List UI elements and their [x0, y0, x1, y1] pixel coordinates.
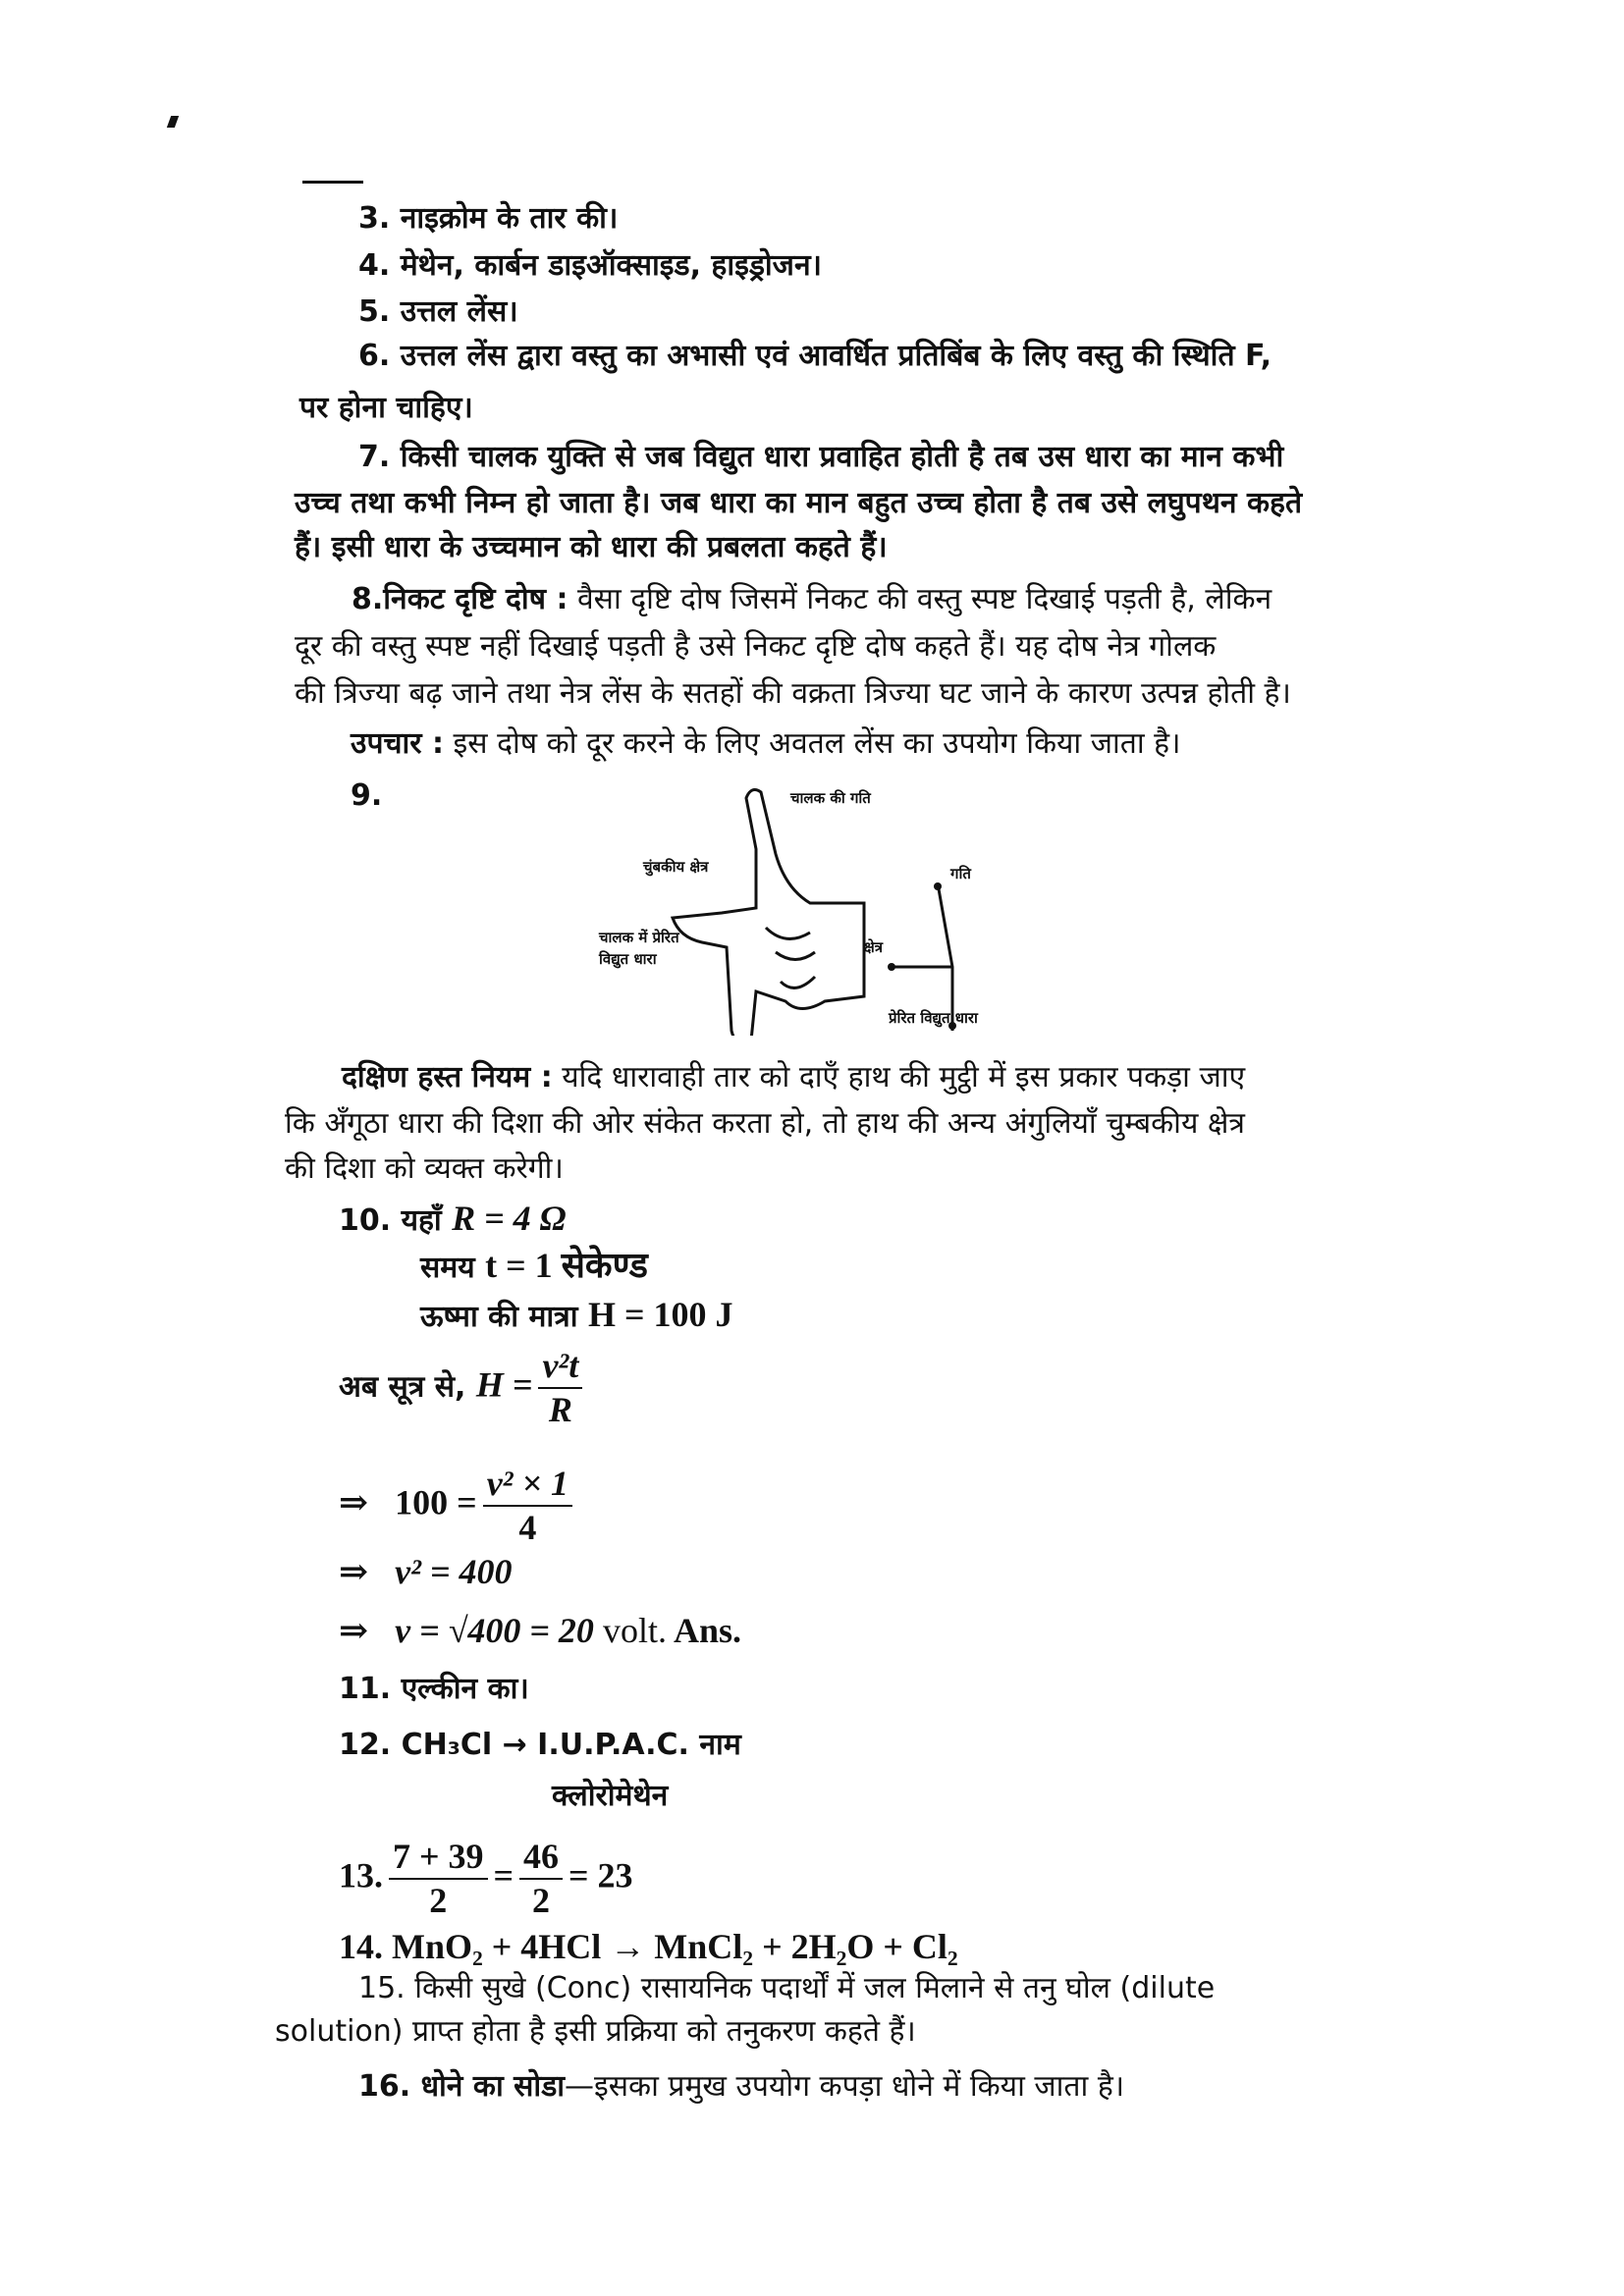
answer-16-heading: 16. धोने का सोडा: [358, 2069, 566, 2104]
arrow-head-field: [888, 963, 895, 971]
step-1: [339, 1463, 578, 1549]
answer-8-treatment: [351, 726, 1180, 762]
numerator: v² × 1: [483, 1463, 572, 1507]
implies-arrow: ⇒: [339, 1611, 369, 1650]
heat-line: [420, 1294, 732, 1336]
formula-label: अब सूत्र से,: [339, 1369, 466, 1405]
time-label: समय: [420, 1251, 475, 1285]
denominator: 4: [518, 1508, 537, 1548]
answer-12: 12. CH₃Cl → I.U.P.A.C. नाम: [339, 1728, 741, 1762]
label-motion: गति: [950, 865, 971, 882]
answer-7-cont2: हैं। इसी धारा के उच्चमान को धारा की प्रबलता कहते हैं।: [295, 530, 888, 564]
answer-8-cont2: की त्रिज्या बढ़ जाने तथा नेत्र लेंस के सतहों की वक्रता त्रिज्या घट जाने के कारण उत्पन्न होती है।: [295, 676, 1291, 711]
heat-label: ऊष्मा की मात्रा: [420, 1300, 578, 1334]
numerator: v²t: [538, 1345, 582, 1389]
denominator: 2: [429, 1881, 448, 1921]
rule-heading: दक्षिण हस्त नियम :: [342, 1060, 553, 1095]
answer-8: [352, 582, 1272, 617]
answer-13: 13. $\frac{7 + 39}{2}$ = $\frac{46}{2}$ = 23: [339, 1836, 633, 1922]
answer-7-cont: उच्च तथा कभी निम्न हो जाता है। जब धारा का मान बहुत उच्च होता है तब उसे लघुपथन कहते: [295, 486, 1303, 520]
scan-mark: [167, 116, 179, 128]
answer-8-cont: दूर की वस्तु स्पष्ट नहीं दिखाई पड़ती है उसे निकट दृष्टि दोष कहते हैं। यह दोष नेत्र गोलक: [295, 629, 1217, 664]
flemings-right-hand-figure: [589, 780, 1041, 1036]
answer-3: 3. नाइक्रोम के तार की।: [358, 201, 619, 236]
denominator: 2: [532, 1881, 551, 1921]
implies-arrow: ⇒: [339, 1482, 369, 1522]
answer-6: 6. उत्तल लेंस द्वारा वस्तु का अभासी एवं आवर्धित प्रतिबिंब के लिए वस्तु की स्थिति F,: [358, 339, 1272, 373]
formula-lhs: H =: [475, 1364, 533, 1405]
arrow-head-motion: [934, 882, 942, 890]
answer-9: 9.: [351, 778, 383, 813]
answer-15-cont: solution) प्राप्त होता है इसी प्रक्रिया को तनुकरण कहते हैं।: [275, 2014, 916, 2049]
label-magnetic-field: चुंबकीय क्षेत्र: [643, 858, 709, 876]
implies-arrow: ⇒: [339, 1552, 369, 1591]
numerator: 7 + 39: [389, 1836, 488, 1880]
step2-value: v² = 400: [395, 1552, 513, 1591]
divider: [302, 181, 363, 184]
fraction-1: [389, 1836, 488, 1922]
hand-drawing: [589, 780, 1041, 1036]
answer-14: 14. MnO₂ + 4HCl → MnCl₂ + 2H₂O + Cl₂: [339, 1927, 958, 1966]
answer-8-heading: 8.निकट दृष्टि दोष :: [352, 582, 568, 616]
answer-16: [358, 2069, 1124, 2105]
time-value: t = 1 सेकेण्ड: [485, 1246, 648, 1285]
resistance-value: R = 4 Ω: [452, 1199, 567, 1238]
label-conductor-motion: चालक की गति: [790, 789, 871, 807]
answer-4: 4. मेथेन, कार्बन डाइऑक्साइड, हाइड्रोजन।: [358, 248, 822, 283]
answer-12-name: क्लोरोमेथेन: [552, 1779, 669, 1813]
denominator: R: [548, 1390, 572, 1430]
ans: Ans.: [673, 1611, 741, 1650]
answer-10-label: 10. यहाँ: [339, 1203, 442, 1238]
answer-7: 7. किसी चालक युक्ति से जब विद्युत धारा प्रवाहित होती है तब उस धारा का मान कभी: [358, 440, 1284, 474]
answer-16-text: —इसका प्रमुख उपयोग कपड़ा धोने में किया जाता है।: [565, 2069, 1125, 2104]
step1-fraction: [483, 1463, 572, 1549]
treatment-heading: उपचार :: [351, 726, 445, 761]
step-2: [339, 1551, 512, 1593]
rule-text: यदि धारावाही तार को दाएँ हाथ की मुट्ठी में इस प्रकार पकड़ा जाए: [552, 1060, 1246, 1095]
step1-lhs: 100 =: [395, 1482, 477, 1522]
answer-8-text: वैसा दृष्टि दोष जिसमें निकट की वस्तु स्पष्ट दिखाई पड़ती है, लेकिन: [568, 582, 1272, 616]
answer-15: 15. किसी सुखे (Conc) रासायनिक पदार्थों में जल मिलाने से तनु घोल (dilute: [358, 1971, 1216, 2005]
answer-6-cont: पर होना चाहिए।: [299, 391, 473, 425]
numerator: 46: [519, 1836, 563, 1880]
answer-13-label: 13.: [339, 1855, 383, 1896]
rule-cont: कि अँगूठा धारा की दिशा की ओर संकेत करता हो, तो हाथ की अन्य अंगुलियाँ चुम्बकीय क्षेत्र: [285, 1106, 1245, 1141]
label-induced-current-a: चालक में प्रेरित: [599, 929, 679, 946]
step-3: [339, 1610, 741, 1652]
answer-5: 5. उत्तल लेंस।: [358, 294, 518, 329]
treatment-text: इस दोष को दूर करने के लिए अवतल लेंस का उपयोग किया जाता है।: [444, 726, 1181, 761]
label-field: क्षेत्र: [864, 938, 884, 956]
unit: volt.: [602, 1611, 667, 1650]
fraction-2: [519, 1836, 563, 1922]
label-induced-current: प्रेरित विद्युत धारा: [889, 1009, 978, 1027]
answer-10: [339, 1198, 567, 1240]
rule-cont2: की दिशा को व्यक्त करेगी।: [285, 1151, 564, 1186]
formula-line: [339, 1345, 588, 1431]
time-line: [420, 1245, 648, 1287]
right-hand-rule: [342, 1060, 1245, 1095]
heat-value: H = 100 J: [587, 1295, 733, 1334]
result: = 23: [568, 1855, 633, 1896]
label-induced-current-b: विद्युत धारा: [599, 950, 657, 968]
step3-value: v = √400 = 20: [395, 1611, 594, 1650]
answer-11: 11. एल्कीन का।: [339, 1672, 529, 1706]
formula-fraction: [538, 1345, 582, 1431]
